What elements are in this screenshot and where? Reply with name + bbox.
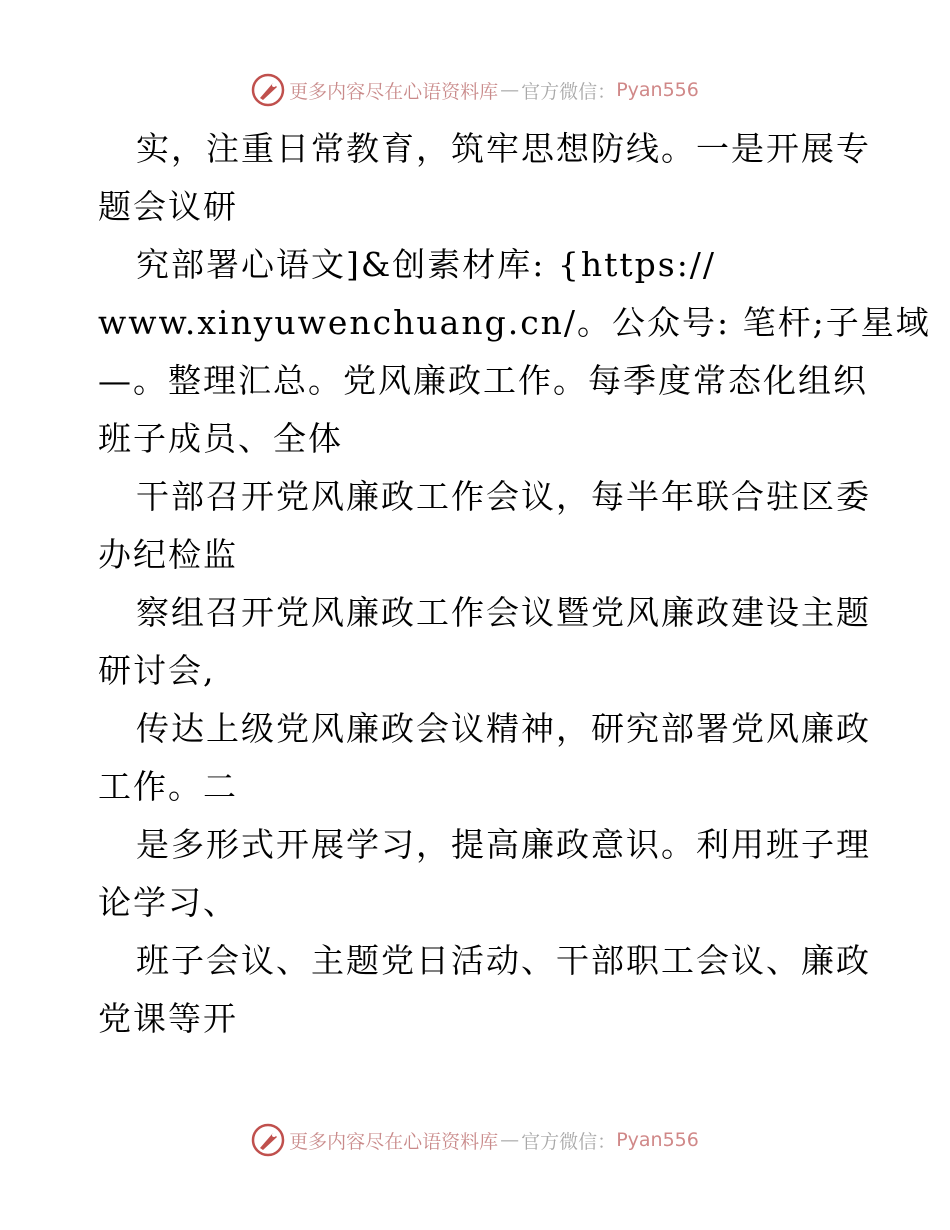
text-line: 究部署心语文]&创素材库: {https://: [136, 245, 717, 284]
watermark-wechat-label: 官方微信：: [521, 1130, 617, 1153]
text-line: 察组召开党风廉政工作会议暨党风廉政建设主题: [136, 593, 871, 632]
text-line: 是多形式开展学习，提高廉政意识。利用班子理: [136, 825, 871, 864]
text-line: 党课等开: [98, 999, 238, 1038]
text-line: 论学习、: [98, 883, 238, 922]
text-line: 实，注重日常教育，筑牢思想防线。一是开展专: [136, 129, 871, 168]
footer-watermark: [0, 1120, 950, 1160]
watermark-wechat-id: Pyan556: [616, 1129, 699, 1151]
text-line: 研讨会,: [98, 651, 216, 690]
text-line: 班子成员、全体: [98, 419, 343, 458]
watermark-separator: —: [500, 1129, 520, 1151]
watermark-text: 更多内容尽在心语资料库: [289, 80, 499, 103]
text-line: 传达上级党风廉政会议精神，研究部署党风廉政: [136, 709, 871, 748]
document-body: [98, 120, 931, 1048]
text-line: www.xinyuwenchuang.cn/。公众号: 笔杆;子星域: [98, 303, 931, 342]
pen-nib-logo-icon: [251, 1123, 285, 1157]
text-line: 办纪检监: [98, 535, 238, 574]
text-line: 班子会议、主题党日活动、干部职工会议、廉政: [136, 941, 871, 980]
watermark-wechat-label: 官方微信：: [521, 80, 617, 103]
header-watermark: [0, 70, 950, 110]
watermark-wechat-id: Pyan556: [616, 79, 699, 101]
text-line: —。整理汇总。党风廉政工作。每季度常态化组织: [98, 361, 868, 400]
watermark-separator: —: [500, 79, 520, 101]
text-line: 干部召开党风廉政工作会议，每半年联合驻区委: [136, 477, 871, 516]
watermark-text: 更多内容尽在心语资料库: [289, 1130, 499, 1153]
text-line: 工作。二: [98, 767, 238, 806]
text-line: 题会议研: [98, 187, 238, 226]
pen-nib-logo-icon: [251, 73, 285, 107]
